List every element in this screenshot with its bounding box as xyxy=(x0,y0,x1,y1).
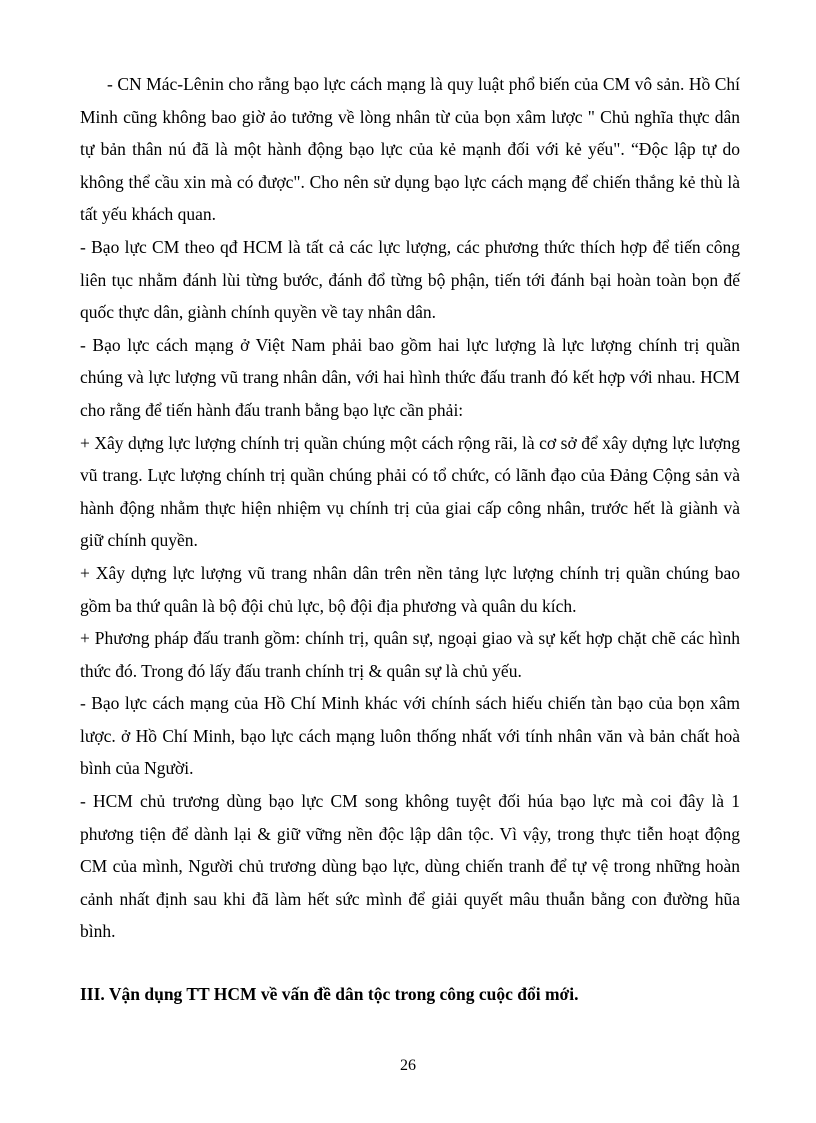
paragraph-7: - Bạo lực cách mạng của Hồ Chí Minh khác với chính sách hiếu chiến tàn bạo của bọn xâm lược. ở Hồ Chí Minh, bạo lực cách mạng luôn thống nhất với tính nhân văn và bản chất hoà bình của Người. xyxy=(80,693,740,779)
paragraph-2: - Bạo lực CM theo qđ HCM là tất cả các lực lượng, các phương thức thích hợp để tiến công liên tục nhằm đánh lùi từng bước, đánh đổ từng bộ phận, tiến tới đánh bại hoàn toàn bọn đế quốc thực dân, giành chính quyền về tay nhân dân. xyxy=(80,236,740,323)
paragraph-6: + Phương pháp đấu tranh gồm: chính trị, quân sự, ngoại giao và sự kết hợp chặt chẽ các hình thức đó. Trong đó lấy đấu tranh chính trị & quân sự là chủ yếu. xyxy=(80,628,740,681)
paragraph-4: + Xây dựng lực lượng chính trị quần chúng một cách rộng rãi, là cơ sở để xây dựng lực lượng vũ trang. Lực lượng chính trị quần chúng phải có tổ chức, có lãnh đạo của Đảng Cộng sản và hành động nhằm thực hiện nhiệm vụ chính trị của giai cấp công nhân, trước hết là giành và giữ chính quyền. xyxy=(80,432,740,551)
paragraph-8: - HCM chủ trương dùng bạo lực CM song không tuyệt đối húa bạo lực mà coi đây là 1 phương tiện để dành lại & giữ vững nền độc lập dân tộc. Vì vậy, trong thực tiễn hoạt động CM của mình, Người chủ trương dùng bạo lực, dùng chiến tranh để tự vệ trong những hoàn cảnh nhất định sau khi đã làm hết sức mình để giải quyết mâu thuẫn bằng con đường hũa bình. xyxy=(80,791,740,942)
page-number: 26 xyxy=(400,1057,416,1074)
paragraph-3: - Bạo lực cách mạng ở Việt Nam phải bao gồm hai lực lượng là lực lượng chính trị quần chúng và lực lượng vũ trang nhân dân, với hai hình thức đấu tranh đó kết hợp với nhau. HCM cho rằng để tiến hành đấu tranh bằng bạo lực cần phải: xyxy=(80,334,740,420)
section-heading: III. Vận dụng TT HCM về vấn đề dân tộc trong công cuộc đổi mới. xyxy=(80,984,579,1004)
paragraph-5: + Xây dựng lực lượng vũ trang nhân dân trên nền tảng lực lượng chính trị quần chúng bao gồm ba thứ quân là bộ đội chủ lực, bộ đội địa phương và quân du kích. xyxy=(80,562,740,616)
paragraph-1: - CN Mác-Lênin cho rằng bạo lực cách mạng là quy luật phổ biến của CM vô sản. Hồ Chí Minh cũng không bao giờ ảo tưởng về lòng nhân từ của bọn xâm lược " Chủ nghĩa thực dân tự bản thân nú đã là một hành động bạo lực của kẻ mạnh đối với kẻ yếu". “Độc lập tự do không thể cầu xin mà có được". Cho nên sử dụng bạo lực cách mạng để chiến thắng kẻ thù là tất yếu khách quan. xyxy=(80,74,740,225)
document-body xyxy=(80,68,740,948)
